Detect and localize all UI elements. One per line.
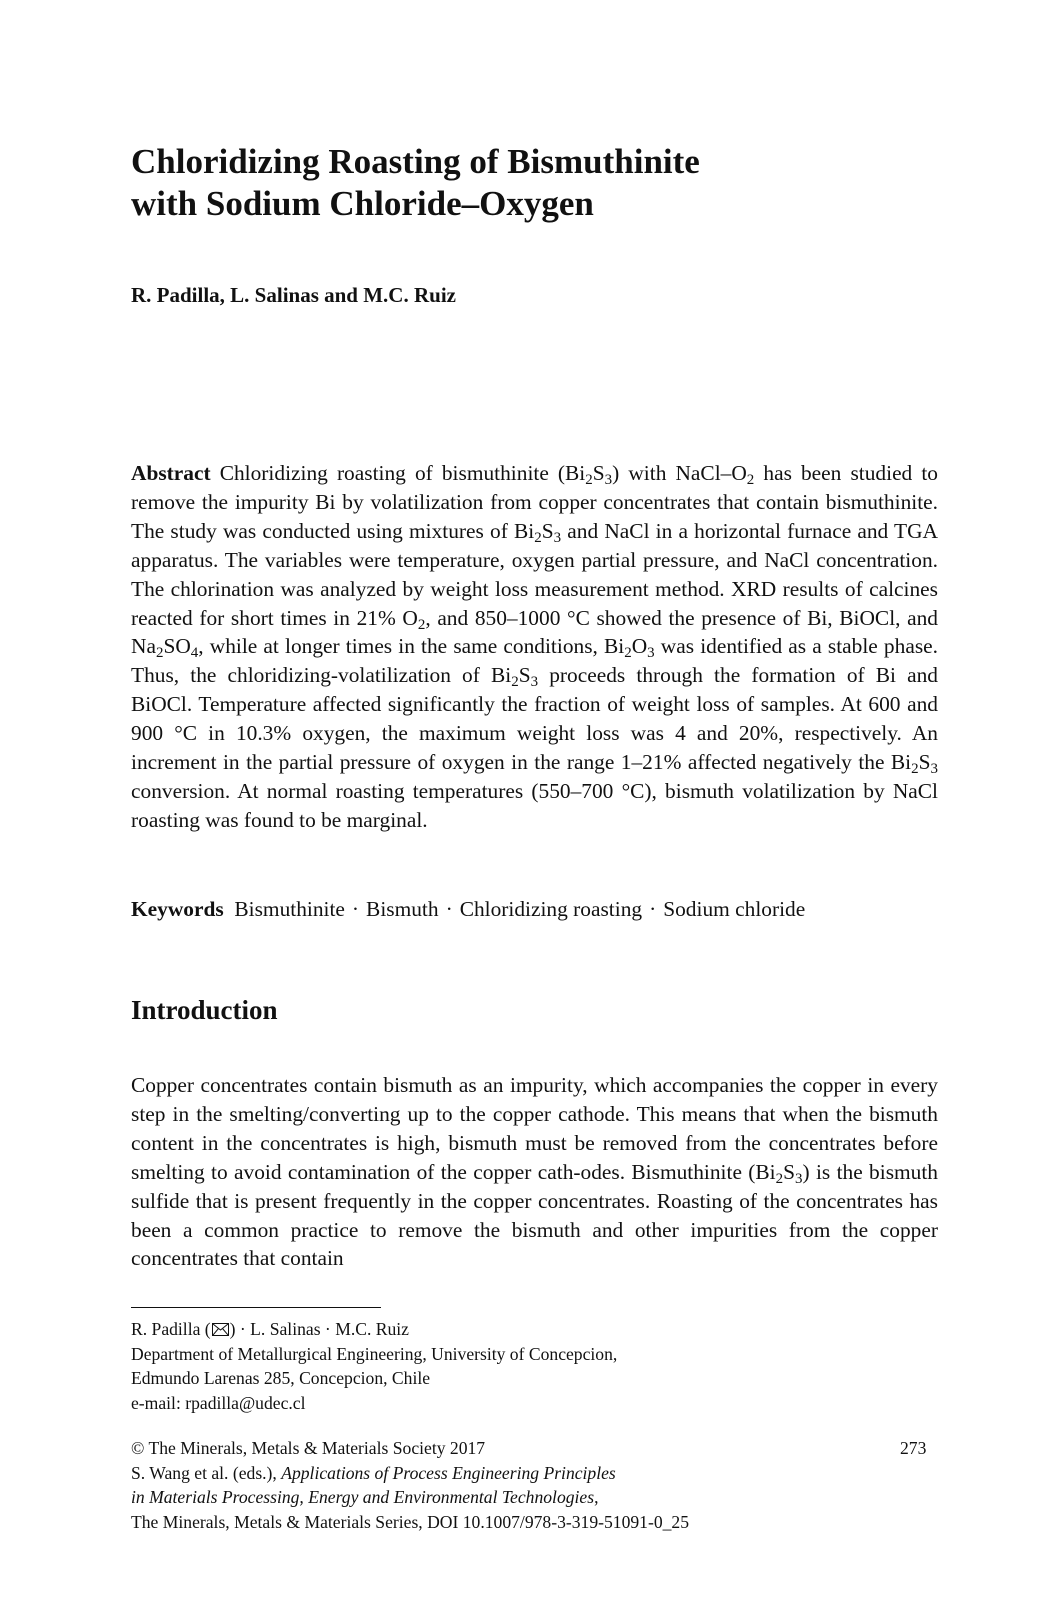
keyword-item: Sodium chloride: [663, 897, 806, 921]
keyword-item: Chloridizing roasting: [459, 897, 643, 921]
subscript: 3: [604, 472, 613, 489]
introduction-body: Copper concentrates contain bismuth as an impurity, which accompanies the copper in every step in the smelting/converting up to the copper cathode. This means that when the bismuth content in the concentrates is high, bismuth must be removed from the concentrates before smelting to avoid contamination of the copper cath-odes. Bismuthinite $(Bi_2S_3)$ is the bismuth sulfide that is present frequently in the copper concentrates. Roasting of the concentrates has been a common practice to remove the bismuth and other impurities from the copper concentrates that contain: [131, 1073, 938, 1271]
paper-title: [131, 141, 700, 225]
title-line-1: Chloridizing Roasting of Bismuthinite: [131, 142, 700, 181]
footnote-rule: [131, 1307, 381, 1308]
book-title-line-1: Applications of Process Engineering Principles: [281, 1462, 616, 1483]
editors-line: S. Wang et al. (eds.), Applications of Process Engineering Principles: [131, 1462, 616, 1483]
keywords-label: Keywords: [131, 897, 224, 921]
keywords: [131, 897, 805, 922]
subscript: 2: [511, 674, 519, 691]
subscript: 2: [746, 472, 755, 489]
footnote-email: e-mail: rpadilla@udec.cl: [131, 1392, 306, 1413]
subscript: 3: [795, 1170, 803, 1187]
keyword-separator: ·: [649, 897, 657, 921]
abstract-body: Chloridizing roasting of bismuthinite $(Bi_2S_3)$ with NaCl–$O_2$ has been studied to remove the impurity Bi by volatilization from copper concentrates that contain bismuthinite. The study was conducted using mixtures of $Bi_2S_3$ and NaCl in a horizontal furnace and TGA apparatus. The variables were temperature, oxygen partial pressure, and NaCl concentration. The chlorination was analyzed by weight loss measurement method. XRD results of calcines reacted for short times in 21% $O_2$, and 850–1000 °C showed the presence of Bi, BiOCl, and $Na_2SO_4$, while at longer times in the same conditions, $Bi_2O_3$ was identified as a stable phase. Thus, the chloridizing-volatilization of $Bi_2S_3$ proceeds through the formation of Bi and BiOCl. Temperature affected significantly the fraction of weight loss of samples. At 600 and 900 °C in 10.3% oxygen, the maximum weight loss was 4 and 20%, respectively. An increment in the partial pressure of oxygen in the range 1–21% affected negatively the $Bi_2S_3$ conversion. At normal roasting temperatures (550–700 °C), bismuth volatilization by NaCl roasting was found to be marginal.: [131, 461, 939, 832]
footnote-authors: R. Padilla ( ) · L. Salinas · M.C. Ruiz: [131, 1319, 409, 1339]
copyright-line: © The Minerals, Metals & Materials Society 2017: [131, 1438, 486, 1458]
book-title-line-2-wrap: in Materials Processing, Energy and Environmental Technologies,: [131, 1487, 599, 1507]
subscript: 2: [585, 472, 593, 489]
subscript: 3: [553, 530, 562, 546]
keyword-item: Bismuthinite: [234, 897, 345, 921]
subscript: 4: [190, 645, 199, 662]
keyword-separator: ·: [445, 897, 453, 921]
section-heading-introduction: Introduction: [131, 995, 278, 1025]
abstract-label: Abstract: [131, 461, 211, 485]
author-footnote: [131, 1317, 617, 1415]
subscript: 2: [417, 616, 426, 633]
book-imprint: [131, 1436, 689, 1534]
abstract: [131, 459, 938, 835]
keyword-separator: ·: [351, 897, 360, 921]
author-list: R. Padilla, L. Salinas and M.C. Ruiz: [131, 283, 456, 307]
page-number: 273: [900, 1438, 927, 1458]
subscript: 2: [155, 645, 164, 662]
footnote-department: Department of Metallurgical Engineering, University of Concepcion,: [131, 1343, 618, 1364]
series-doi-line: The Minerals, Metals & Materials Series, DOI 10.1007/978-3-319-51091-0_25: [131, 1511, 690, 1532]
title-line-2: with Sodium Chloride–Oxygen: [131, 184, 594, 223]
subscript: 3: [930, 761, 938, 778]
footnote-address: Edmundo Larenas 285, Concepcion, Chile: [131, 1368, 431, 1388]
subscript: 3: [647, 645, 655, 662]
subscript: 2: [911, 761, 919, 778]
subscript: 2: [624, 645, 632, 662]
subscript: 2: [775, 1170, 784, 1187]
subscript: 3: [530, 674, 539, 691]
subscript: 2: [534, 530, 542, 546]
keyword-item: Bismuth: [366, 897, 439, 921]
envelope-icon: [212, 1323, 229, 1336]
book-title-line-2: in Materials Processing, Energy and Environmental Technologies: [131, 1487, 595, 1507]
